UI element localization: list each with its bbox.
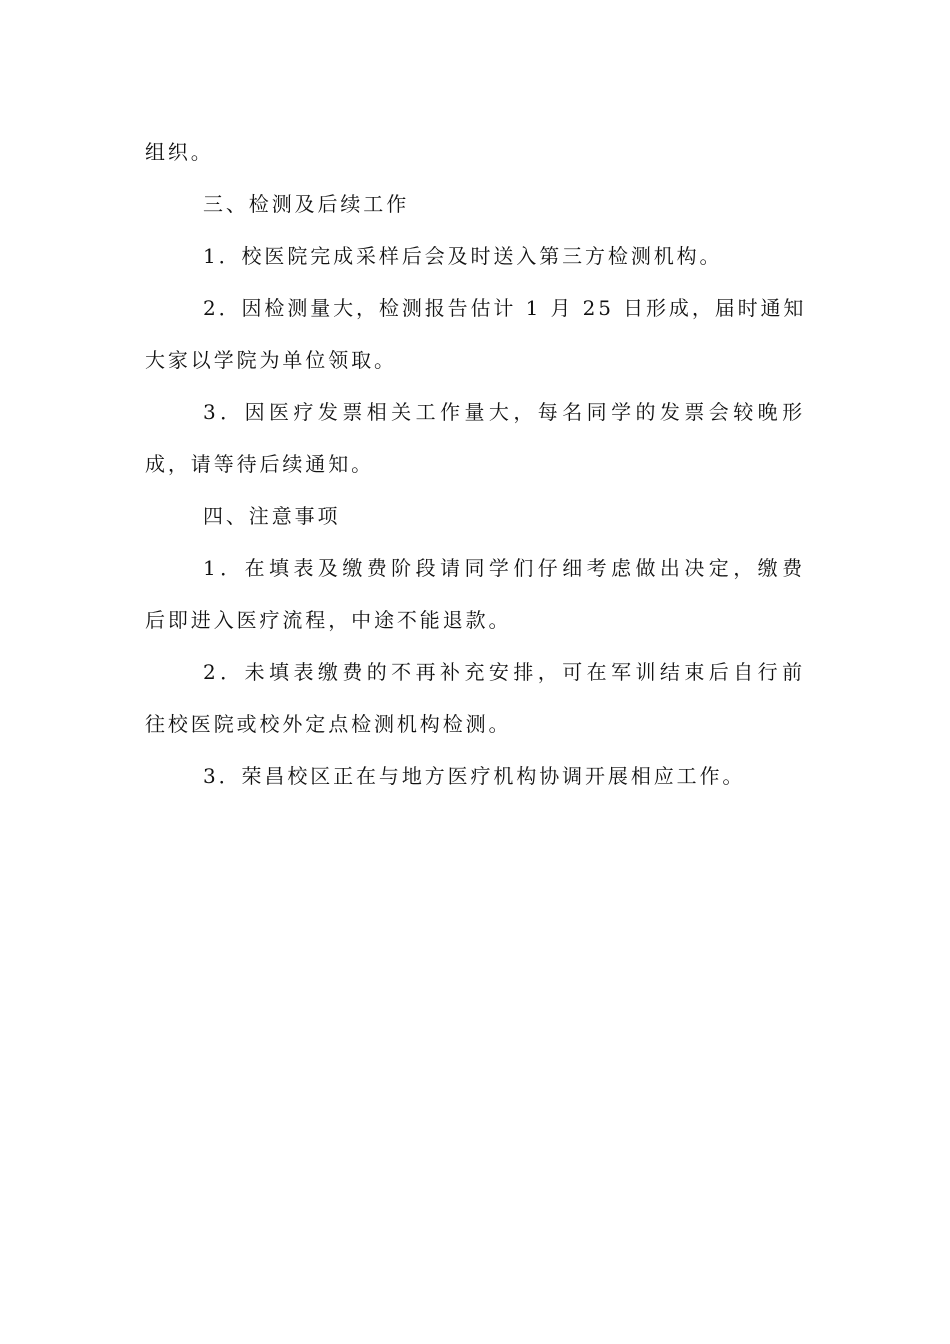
testing-item-2-line-1: 2．因检测量大，检测报告估计 1 月 25 日形成，届时通知	[203, 296, 807, 320]
notes-item-2-line-1: 2．未填表缴费的不再补充安排，可在军训结束后自行前	[203, 660, 805, 684]
section-heading-notes: 四、注意事项	[203, 504, 341, 528]
document-body	[145, 126, 805, 802]
notes-item-3: 3．荣昌校区正在与地方医疗机构协调开展相应工作。	[203, 764, 746, 788]
section-heading-testing: 三、检测及后续工作	[203, 192, 410, 216]
notes-item-2-line-2: 往校医院或校外定点检测机构检测。	[145, 712, 512, 736]
testing-item-1: 1．校医院完成采样后会及时送入第三方检测机构。	[203, 244, 723, 268]
testing-item-2-line-2: 大家以学院为单位领取。	[145, 348, 397, 372]
notes-item-1-line-1: 1．在填表及缴费阶段请同学们仔细考虑做出决定，缴费	[203, 556, 805, 580]
testing-item-3-line-2: 成，请等待后续通知。	[145, 452, 374, 476]
notes-item-1-line-2: 后即进入医疗流程，中途不能退款。	[145, 608, 512, 632]
testing-item-3-line-1: 3．因医疗发票相关工作量大，每名同学的发票会较晚形	[203, 400, 805, 424]
paragraph-continuation-line: 组织。	[145, 140, 214, 164]
